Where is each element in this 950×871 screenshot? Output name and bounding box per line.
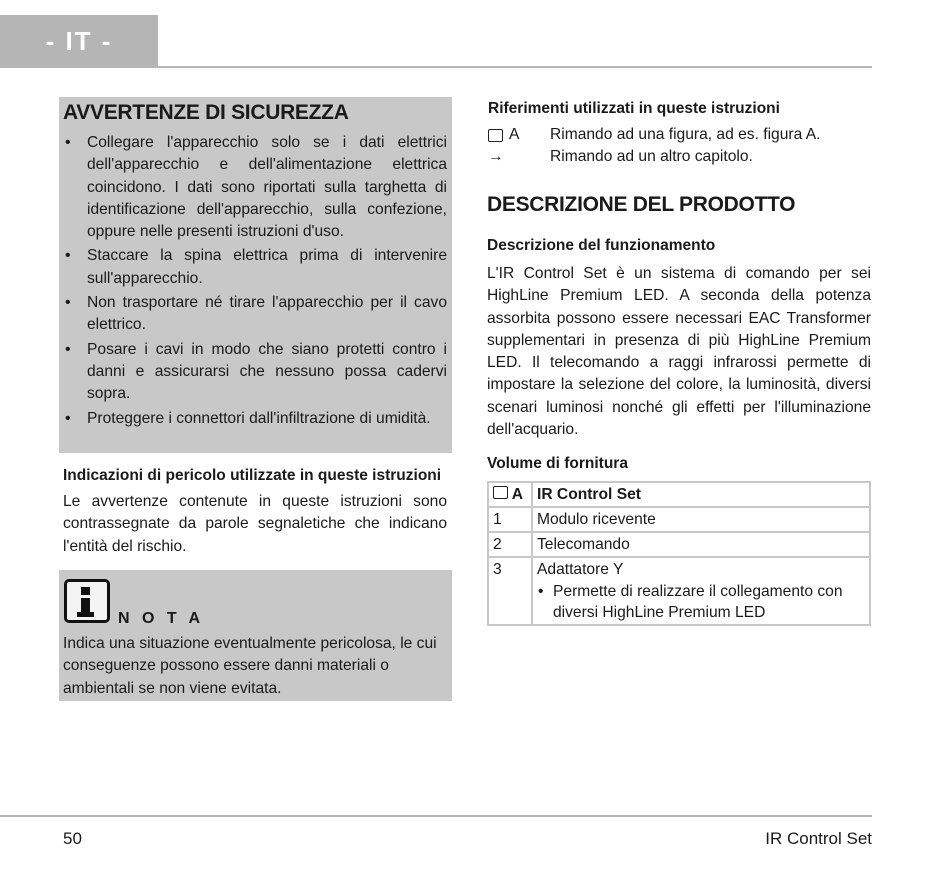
table-header-row (488, 482, 870, 507)
table-row (488, 532, 870, 557)
reference-row (488, 148, 753, 166)
product-section-title: DESCRIZIONE DEL PRODOTTO (487, 193, 796, 216)
references-heading: Riferimenti utilizzati in queste istruzioni (488, 100, 780, 117)
reference-text: Rimando ad un altro capitolo. (550, 148, 753, 165)
hazard-heading: Indicazioni di pericolo utilizzate in queste istruzioni (63, 467, 442, 484)
reference-text: Rimando ad una figura, ad es. figura A. (550, 126, 821, 143)
safety-warnings-box (59, 97, 452, 453)
reference-symbol: A (509, 126, 520, 143)
footer-title: IR Control Set (765, 829, 872, 848)
safety-item: • Collegare l'apparecchio solo se i dati elettrici dell'apparecchio e dell'alimentazione elettrica coincidono. I dati sono riportati sulla targhetta di identificazione dell'apparecchio, sulla confezione, oppure nelle presenti istruzioni d'uso. (63, 132, 447, 243)
figure-box-icon (488, 129, 503, 142)
table-cell: 3 (488, 557, 532, 625)
safety-title: AVVERTENZE DI SICUREZZA (63, 101, 349, 124)
table-cell: 2 (488, 532, 532, 557)
note-title: N O T A (118, 610, 205, 627)
note-box (59, 570, 452, 701)
item-note: • Permette di realizzare il collegamento con diversi HighLine Premium LED (537, 581, 865, 623)
reference-row (488, 126, 820, 144)
note-text: Indica una situazione eventualmente pericolosa, le cui conseguenze possono essere danni materiali o ambientali se non viene evitata. (63, 635, 437, 697)
table-cell: A (488, 482, 532, 507)
language-tab: - IT - (0, 15, 158, 67)
table-cell: Telecomando (532, 532, 870, 557)
page-number: 50 (63, 829, 82, 848)
function-heading: Descrizione del funzionamento (487, 237, 716, 254)
table-row (488, 507, 870, 532)
supply-heading: Volume di fornitura (487, 455, 628, 472)
table-cell: Modulo ricevente (532, 507, 870, 532)
table-cell (532, 557, 870, 625)
arrow-icon: → (488, 148, 504, 165)
info-icon (64, 579, 110, 623)
supply-table (487, 481, 871, 626)
safety-list (63, 132, 447, 432)
safety-item: • Proteggere i connettori dall'infiltrazione di umidità. (63, 408, 447, 430)
safety-item: • Posare i cavi in modo che siano protetti contro i danni e assicurarsi che nessuno possa cadervi sopra. (63, 339, 447, 406)
table-cell: 1 (488, 507, 532, 532)
safety-item: • Staccare la spina elettrica prima di intervenire sull'apparecchio. (63, 245, 447, 290)
figure-box-icon (493, 486, 508, 499)
item-label: Adattatore Y (537, 561, 624, 578)
table-row (488, 557, 870, 625)
hazard-text: Le avvertenze contenute in queste istruzioni sono contrassegnate da parole segnaletiche che indicano l'entità del rischio. (63, 493, 447, 555)
table-cell: IR Control Set (532, 482, 870, 507)
top-divider (0, 66, 872, 68)
function-text: L'IR Control Set è un sistema di comando per sei HighLine Premium LED. A seconda della potenza assorbita possono essere necessari EAC Transformer supplementari in presenza di più HighLine Premium LED. Il telecomando a raggi infrarossi permette di impostare la selezione del colore, la luminosità, diversi scenari luminosi nonché gli effetti per l'illuminazione dell'acquario. (487, 265, 871, 439)
safety-item: • Non trasportare né tirare l'apparecchio per il cavo elettrico. (63, 292, 447, 337)
bottom-divider (0, 815, 872, 817)
